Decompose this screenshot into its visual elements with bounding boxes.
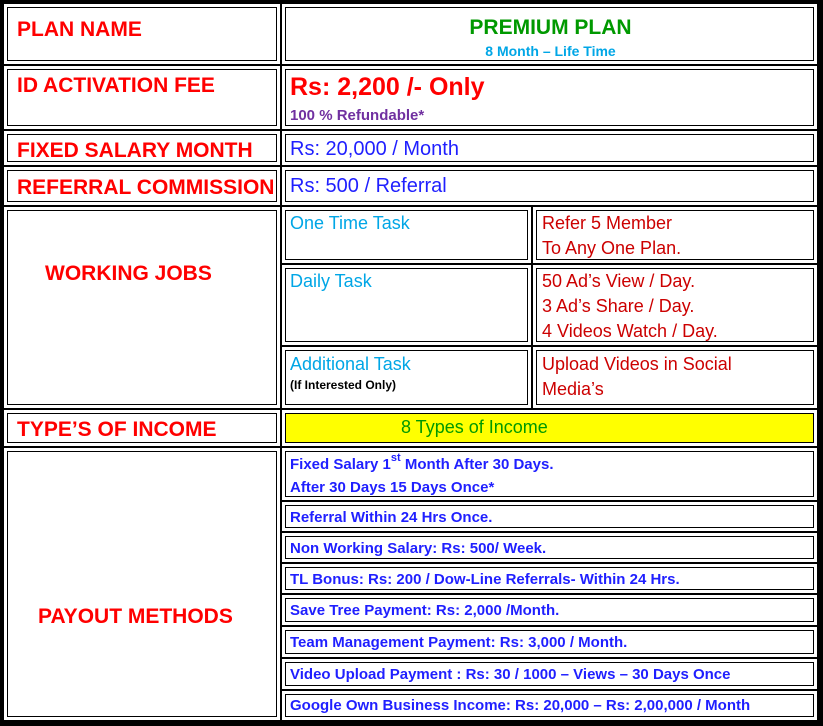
payout-item: Team Management Payment: Rs: 3,000 / Month. xyxy=(290,634,628,651)
task-detail-line: Upload Videos in Social xyxy=(542,354,732,374)
income-label-cell xyxy=(4,410,280,446)
plan-label-cell xyxy=(4,4,280,64)
salary-value: Rs: 20,000 / Month xyxy=(290,138,459,160)
payout-item-cell xyxy=(282,502,817,531)
income-label: TYPE’S OF INCOME xyxy=(17,418,217,441)
payout-item-line: After 30 Days 15 Days Once* xyxy=(290,479,495,496)
task-detail-cell xyxy=(533,265,817,345)
referral-value: Rs: 500 / Referral xyxy=(290,175,447,197)
task-subnote: (If Interested Only) xyxy=(290,378,397,392)
payout-item: Referral Within 24 Hrs Once. xyxy=(290,509,493,526)
activation-fee: Rs: 2,200 /- Only xyxy=(290,73,485,101)
task-name: Daily Task xyxy=(290,271,372,291)
referral-label: REFERRAL COMMISSION xyxy=(17,176,275,199)
payout-label-cell xyxy=(4,448,280,720)
referral-label-cell xyxy=(4,167,280,205)
activation-label-cell xyxy=(4,66,280,129)
payout-item: TL Bonus: Rs: 200 / Dow-Line Referrals- Within 24 Hrs. xyxy=(290,571,680,588)
salary-value-cell xyxy=(282,131,817,165)
jobs-label-cell xyxy=(4,207,280,408)
task-name: Additional Task xyxy=(290,354,411,374)
payout-item-cell xyxy=(282,595,817,625)
payout-label: PAYOUT METHODS xyxy=(38,605,233,628)
task-detail-cell xyxy=(533,347,817,408)
task-detail-line: 50 Ad’s View / Day. xyxy=(542,271,696,291)
activation-value-cell xyxy=(282,66,817,129)
plan-name: PREMIUM PLAN xyxy=(469,16,632,39)
payout-item-cell xyxy=(282,627,817,657)
task-detail-line: 3 Ad’s Share / Day. xyxy=(542,296,695,316)
task-name: One Time Task xyxy=(290,213,410,233)
income-value: 8 Types of Income xyxy=(401,417,548,437)
payout-item-cell xyxy=(282,533,817,562)
activation-label: ID ACTIVATION FEE xyxy=(17,74,215,97)
payout-item: Google Own Business Income: Rs: 20,000 – Rs: 2,00,000 / Month xyxy=(290,697,751,714)
task-detail-line: 4 Videos Watch / Day. xyxy=(542,321,718,341)
task-name-cell xyxy=(282,347,531,408)
payout-item-cell xyxy=(282,691,817,720)
payout-item-cell xyxy=(282,659,817,689)
task-detail-line: To Any One Plan. xyxy=(542,238,682,258)
payout-item-cell xyxy=(282,448,817,500)
plan-value-cell xyxy=(282,4,817,64)
payout-item: Fixed Salary 1st Month After 30 Days. xyxy=(290,452,554,473)
task-detail-line: Media’s xyxy=(542,379,604,399)
payout-item: Video Upload Payment : Rs: 30 / 1000 – Views – 30 Days Once xyxy=(290,666,731,683)
task-detail-line: Refer 5 Member xyxy=(542,213,673,233)
plan-label: PLAN NAME xyxy=(17,18,142,41)
activation-note: 100 % Refundable* xyxy=(290,107,425,124)
referral-value-cell xyxy=(282,167,817,205)
task-detail-cell xyxy=(533,207,817,263)
task-name-cell xyxy=(282,265,531,345)
payout-item-cell xyxy=(282,564,817,593)
income-value-cell xyxy=(282,410,817,446)
plan-duration: 8 Month – Life Time xyxy=(485,43,616,59)
salary-label-cell xyxy=(4,131,280,165)
payout-item: Save Tree Payment: Rs: 2,000 /Month. xyxy=(290,602,560,619)
task-name-cell xyxy=(282,207,531,263)
payout-item: Non Working Salary: Rs: 500/ Week. xyxy=(290,540,547,557)
salary-label: FIXED SALARY MONTH xyxy=(17,139,253,162)
jobs-label: WORKING JOBS xyxy=(45,262,212,285)
